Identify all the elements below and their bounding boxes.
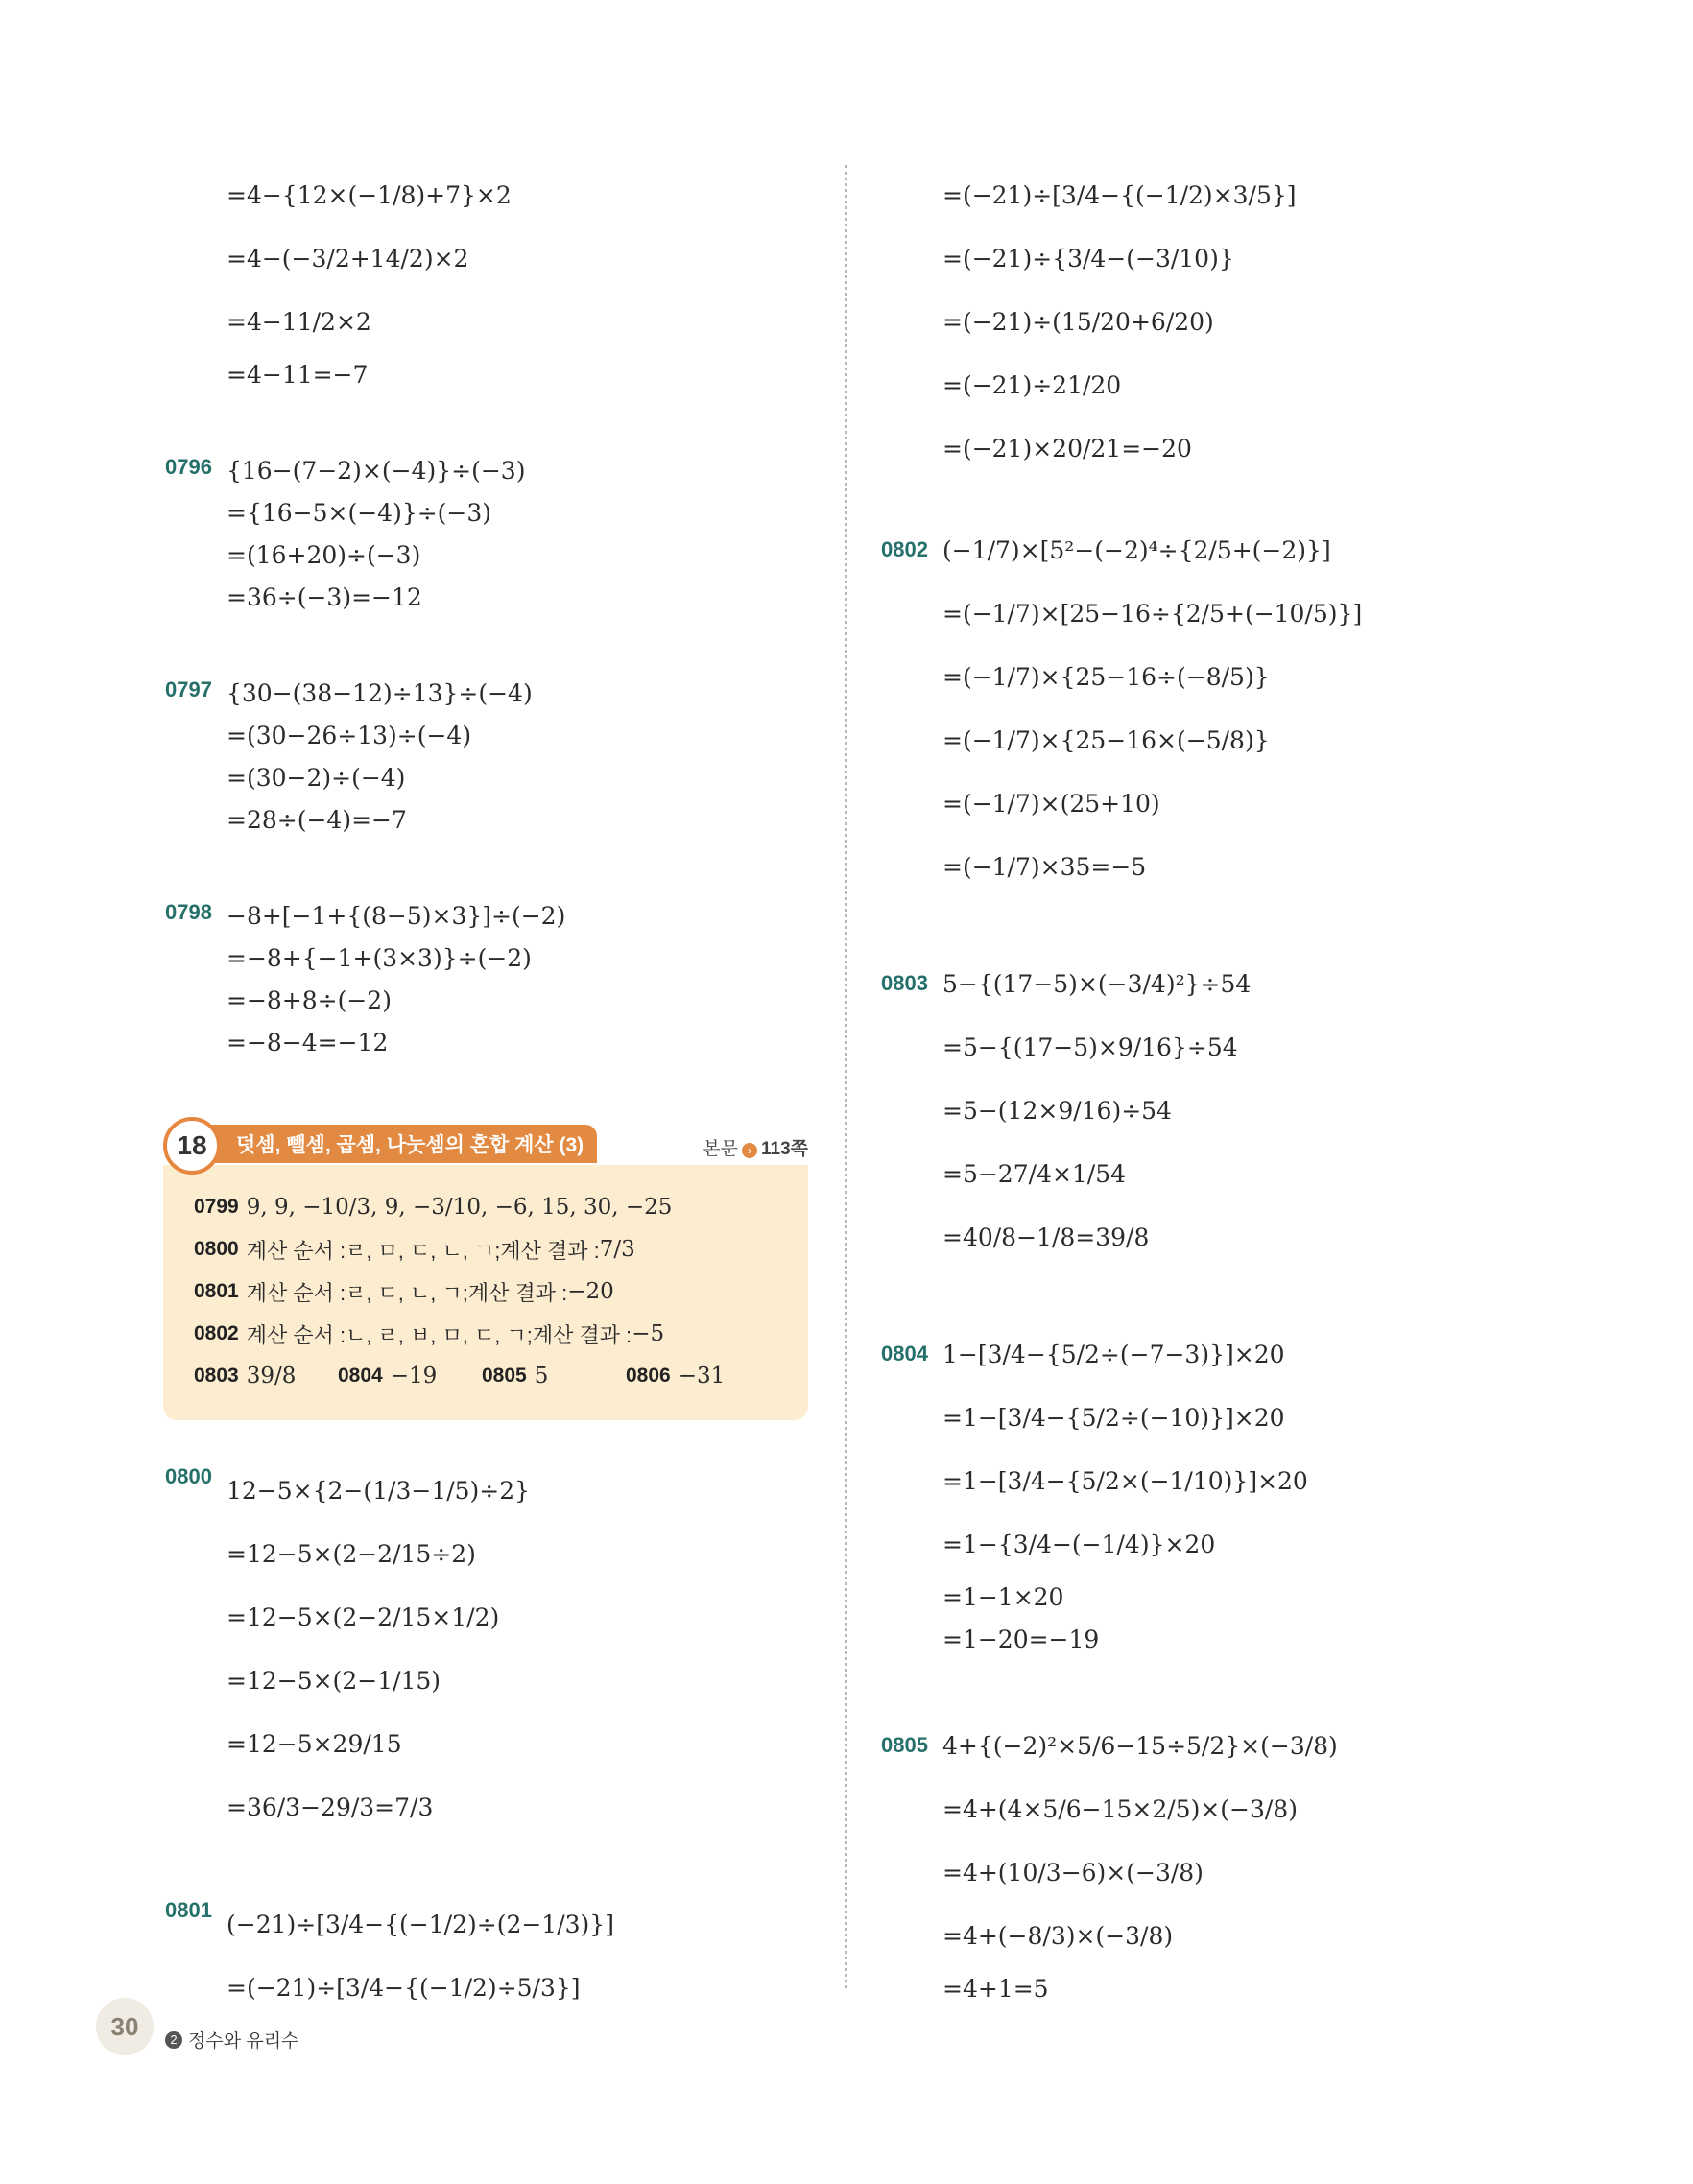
problem-number: 0800 [165, 1464, 212, 1488]
answer-text: 9, 9, −10/3, 9, −3/10, −6, 15, 30, −25 [246, 1195, 673, 1220]
math-line: =(30−2)÷(−4) [227, 763, 406, 792]
math-line: =4−(−3/2+14/2)×2 [227, 244, 469, 273]
order-value: ㄹ, ㅁ, ㄷ, ㄴ, ㄱ; [346, 1238, 501, 1263]
answer-0806 [626, 1364, 725, 1389]
section-answers [163, 1165, 808, 1420]
section-answer-box [163, 1117, 808, 1420]
section-header [163, 1117, 808, 1171]
math-line: =1−{3/4−(−1/4)}×20 [942, 1530, 1216, 1558]
math-line: =28÷(−4)=−7 [227, 805, 407, 834]
problem-0803 [881, 952, 1534, 1269]
answer-0801 [194, 1270, 777, 1313]
math-line: =12−5×(2−1/15) [227, 1666, 441, 1695]
answer-0802 [194, 1313, 777, 1355]
problem-0796 [165, 449, 818, 618]
problem-0797 [165, 672, 818, 841]
order-label: 계산 순서 : [246, 1280, 346, 1305]
answer-number: 0800 [194, 1238, 239, 1260]
column-divider [845, 165, 847, 1988]
math-line: =4+(−8/3)×(−3/8) [942, 1921, 1174, 1950]
right-column [881, 163, 1534, 2063]
math-line: =4+1=5 [942, 1974, 1049, 2003]
order-value: ㄴ, ㄹ, ㅂ, ㅁ, ㄷ, ㄱ; [346, 1322, 533, 1347]
result-label: 계산 결과 : [467, 1280, 568, 1305]
chapter-title: 정수와 유리수 [188, 2031, 299, 2052]
math-line: =5−(12×9/16)÷54 [942, 1096, 1172, 1125]
math-line: =4−{12×(−1/8)+7}×2 [227, 180, 512, 209]
math-line: =12−5×29/15 [227, 1729, 402, 1758]
math-line: =(−1/7)×35=−5 [942, 852, 1147, 881]
answer-number: 0803 [194, 1365, 239, 1387]
math-line: =1−20=−19 [942, 1625, 1100, 1653]
math-line: =12−5×(2−2/15÷2) [227, 1539, 476, 1568]
answer-0799 [194, 1186, 777, 1228]
answer-number: 0805 [482, 1365, 527, 1387]
math-line: =(−1/7)×(25+10) [942, 789, 1160, 818]
math-line: {30−(38−12)÷13}÷(−4) [227, 678, 533, 707]
answer-number: 0801 [194, 1280, 239, 1302]
math-line: (−1/7)×[5²−(−2)⁴÷{2/5+(−2)}] [942, 535, 1331, 564]
math-line: =4+(10/3−6)×(−3/8) [942, 1858, 1204, 1887]
math-line: −8+[−1+{(8−5)×3}]÷(−2) [227, 901, 566, 930]
section-number-badge: 18 [163, 1117, 221, 1175]
math-line: =−8−4=−12 [227, 1028, 389, 1056]
reference-page: 113쪽 [760, 1139, 808, 1159]
order-value: ㄹ, ㄷ, ㄴ, ㄱ; [346, 1280, 468, 1305]
problem-number: 0801 [165, 1898, 212, 1922]
result-label: 계산 결과 : [500, 1238, 600, 1263]
result-label: 계산 결과 : [532, 1322, 632, 1347]
math-line: ={16−5×(−4)}÷(−3) [227, 498, 492, 527]
problem-number: 0802 [881, 537, 928, 561]
problem-0805 [881, 1714, 1534, 2009]
math-line: 4+{(−2)²×5/6−15÷5/2}×(−3/8) [942, 1731, 1338, 1760]
math-line: =4−11/2×2 [227, 307, 371, 336]
math-line: =(30−26÷13)÷(−4) [227, 721, 472, 749]
problem-0801-continued [881, 163, 1534, 480]
problem-number: 0805 [881, 1733, 928, 1757]
math-line: =(−21)÷[3/4−{(−1/2)×3/5}] [942, 180, 1297, 209]
math-line: =(16+20)÷(−3) [227, 540, 421, 569]
math-line: 1−[3/4−{5/2÷(−7−3)}]×20 [942, 1340, 1285, 1368]
math-line: =5−{(17−5)×9/16}÷54 [942, 1033, 1238, 1061]
textbook-reference [703, 1134, 808, 1160]
chapter-number: 2 [165, 2031, 182, 2049]
problem-number: 0796 [165, 455, 212, 479]
math-line: 12−5×{2−(1/3−1/5)÷2} [227, 1476, 531, 1505]
result-value: −5 [632, 1321, 665, 1346]
math-line: =1−[3/4−{5/2÷(−10)}]×20 [942, 1403, 1285, 1432]
result-value: −20 [567, 1279, 614, 1304]
math-line: =(−1/7)×{25−16×(−5/8)} [942, 725, 1270, 754]
result-value: 7/3 [599, 1237, 635, 1262]
math-line: {16−(7−2)×(−4)}÷(−3) [227, 456, 526, 485]
answer-0804 [338, 1364, 482, 1389]
problem-0804 [881, 1322, 1534, 1660]
answer-text: 39/8 [246, 1364, 297, 1389]
problem-number: 0803 [881, 971, 928, 995]
math-line: =5−27/4×1/54 [942, 1159, 1127, 1188]
math-line: =(−1/7)×{25−16÷(−8/5)} [942, 662, 1270, 691]
answers-0803-0806 [194, 1355, 777, 1397]
math-line: =1−1×20 [942, 1582, 1064, 1611]
answer-text: −31 [678, 1364, 726, 1389]
math-line: =(−21)÷{3/4−(−3/10)} [942, 244, 1234, 273]
math-line: =40/8−1/8=39/8 [942, 1223, 1150, 1251]
math-line: =(−21)÷[3/4−{(−1/2)÷5/3}] [227, 1973, 581, 2002]
math-line: =4−11=−7 [227, 360, 369, 389]
math-line: =36/3−29/3=7/3 [227, 1792, 434, 1821]
page-number: 30 [96, 1998, 154, 2055]
order-label: 계산 순서 : [246, 1322, 346, 1347]
math-line: =(−21)÷(15/20+6/20) [942, 307, 1214, 336]
math-line: =36÷(−3)=−12 [227, 582, 422, 611]
order-label: 계산 순서 : [246, 1238, 346, 1263]
answer-number: 0804 [338, 1365, 383, 1387]
problem-number: 0804 [881, 1341, 928, 1365]
answer-0800 [194, 1228, 777, 1270]
problem-number: 0798 [165, 900, 212, 924]
math-line: 5−{(17−5)×(−3/4)²}÷54 [942, 969, 1252, 998]
section-title: 덧셈, 뺄셈, 곱셈, 나눗셈의 혼합 계산 (3) [192, 1125, 597, 1163]
math-line: (−21)÷[3/4−{(−1/2)÷(2−1/3)}] [227, 1910, 614, 1938]
answer-0805 [482, 1364, 626, 1389]
problem-0801 [165, 1892, 818, 2019]
problem-0802 [881, 518, 1534, 898]
answer-number: 0806 [626, 1365, 671, 1387]
math-line: =(−21)÷21/20 [942, 370, 1122, 399]
math-line: =1−[3/4−{5/2×(−1/10)}]×20 [942, 1466, 1308, 1495]
math-line: =(−1/7)×[25−16÷{2/5+(−10/5)}] [942, 599, 1363, 628]
answer-text: 5 [534, 1364, 549, 1389]
arrow-right-icon: › [742, 1143, 757, 1158]
math-line: =12−5×(2−2/15×1/2) [227, 1602, 500, 1631]
math-line: =(−21)×20/21=−20 [942, 434, 1192, 463]
math-line: =−8+{−1+(3×3)}÷(−2) [227, 943, 532, 972]
problem-0798 [165, 894, 818, 1063]
answer-number: 0802 [194, 1322, 239, 1344]
problem-0800 [165, 1459, 818, 1839]
problem-number: 0797 [165, 677, 212, 701]
chapter-label [165, 2027, 298, 2053]
problem-0795-continued [165, 163, 818, 395]
math-line: =4+(4×5/6−15×2/5)×(−3/8) [942, 1794, 1298, 1823]
answer-0803 [194, 1364, 338, 1389]
answer-text: −19 [390, 1364, 438, 1389]
reference-label: 본문 [703, 1139, 738, 1159]
math-line: =−8+8÷(−2) [227, 985, 392, 1014]
answer-number: 0799 [194, 1196, 239, 1218]
left-column [165, 163, 818, 2073]
